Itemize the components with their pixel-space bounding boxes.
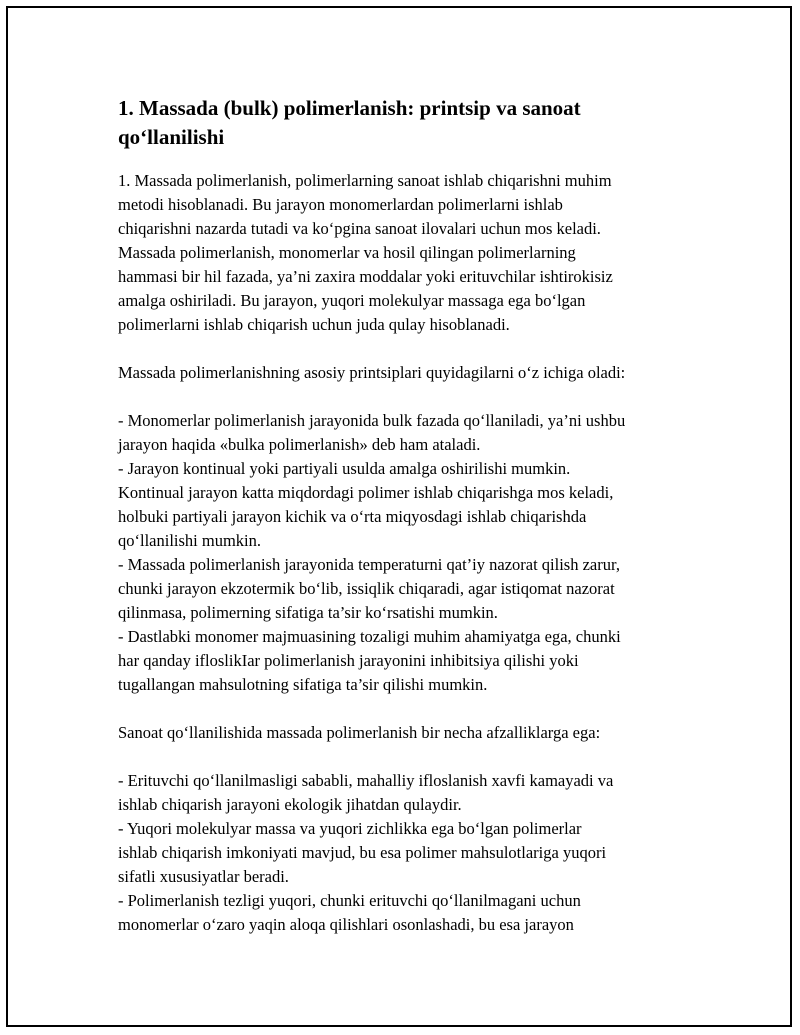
principles-list bbox=[118, 409, 698, 697]
text-line: Kontinual jarayon katta miqdordagi polimer ishlab chiqarishga mos keladi, bbox=[118, 483, 614, 502]
text-line: Massada polimerlanishning asosiy printsiplari quyidagilarni o‘z ichiga oladi: bbox=[118, 363, 626, 382]
text-line: polimerlarni ishlab chiqarish uchun juda qulay hisoblanadi. bbox=[118, 315, 510, 334]
principles-heading-paragraph bbox=[118, 361, 698, 385]
text-line: - Dastlabki monomer majmuasining tozaligi muhim ahamiyatga ega, chunki bbox=[118, 627, 621, 646]
text-line: - Jarayon kontinual yoki partiyali usulda amalga oshirilishi mumkin. bbox=[118, 459, 571, 478]
text-line: holbuki partiyali jarayon kichik va o‘rta miqyosdagi ishlab chiqarishda bbox=[118, 507, 587, 526]
text-line: monomerlar o‘zaro yaqin aloqa qilishlari osonlashadi, bu esa jarayon bbox=[118, 915, 574, 934]
text-line: metodi hisoblanadi. Bu jarayon monomerlardan polimerlarni ishlab bbox=[118, 195, 563, 214]
document-body bbox=[118, 94, 698, 961]
text-line: jarayon haqida «bulka polimerlanish» deb ham ataladi. bbox=[118, 435, 481, 454]
advantages-heading-paragraph bbox=[118, 721, 698, 745]
text-line: qilinmasa, polimerning sifatiga ta’sir ko‘rsatishi mumkin. bbox=[118, 603, 498, 622]
text-line: - Erituvchi qo‘llanilmasligi sababli, mahalliy ifloslanish xavfi kamayadi va bbox=[118, 771, 614, 790]
text-line: amalga oshiriladi. Bu jarayon, yuqori molekulyar massaga ega bo‘lgan bbox=[118, 291, 586, 310]
document-title bbox=[118, 94, 698, 152]
text-line: hammasi bir hil fazada, ya’ni zaxira moddalar yoki erituvchilar ishtirokisiz bbox=[118, 267, 613, 286]
text-line: har qanday ifloslikIar polimerlanish jarayonini inhibitsiya qilishi yoki bbox=[118, 651, 579, 670]
advantages-list bbox=[118, 769, 698, 937]
text-line: - Yuqori molekulyar massa va yuqori zichlikka ega bo‘lgan polimerlar bbox=[118, 819, 582, 838]
text-line: Massada polimerlanish, monomerlar va hosil qilingan polimerlarning bbox=[118, 243, 576, 262]
title-line: qo‘llanilishi bbox=[118, 125, 225, 149]
text-line: - Polimerlanish tezligi yuqori, chunki erituvchi qo‘llanilmagani uchun bbox=[118, 891, 581, 910]
text-line: - Monomerlar polimerlanish jarayonida bulk fazada qo‘llaniladi, ya’ni ushbu bbox=[118, 411, 626, 430]
text-line: ishlab chiqarish jarayoni ekologik jihatdan qulaydir. bbox=[118, 795, 462, 814]
text-line: 1. Massada polimerlanish, polimerlarning sanoat ishlab chiqarishni muhim bbox=[118, 171, 612, 190]
text-line: tugallangan mahsulotning sifatiga ta’sir qilishi mumkin. bbox=[118, 675, 488, 694]
intro-paragraph bbox=[118, 169, 698, 337]
text-line: qo‘llanilishi mumkin. bbox=[118, 531, 261, 550]
text-line: Sanoat qo‘llanilishida massada polimerlanish bir necha afzalliklarga ega: bbox=[118, 723, 601, 742]
text-line: chiqarishni nazarda tutadi va ko‘pgina sanoat ilovalari uchun mos keladi. bbox=[118, 219, 601, 238]
title-line: 1. Massada (bulk) polimerlanish: printsip va sanoat bbox=[118, 96, 581, 120]
text-line: - Massada polimerlanish jarayonida temperaturni qat’iy nazorat qilish zarur, bbox=[118, 555, 620, 574]
text-line: sifatli xususiyatlar beradi. bbox=[118, 867, 289, 886]
text-line: ishlab chiqarish imkoniyati mavjud, bu esa polimer mahsulotlariga yuqori bbox=[118, 843, 607, 862]
text-line: chunki jarayon ekzotermik bo‘lib, issiqlik chiqaradi, agar istiqomat nazorat bbox=[118, 579, 615, 598]
